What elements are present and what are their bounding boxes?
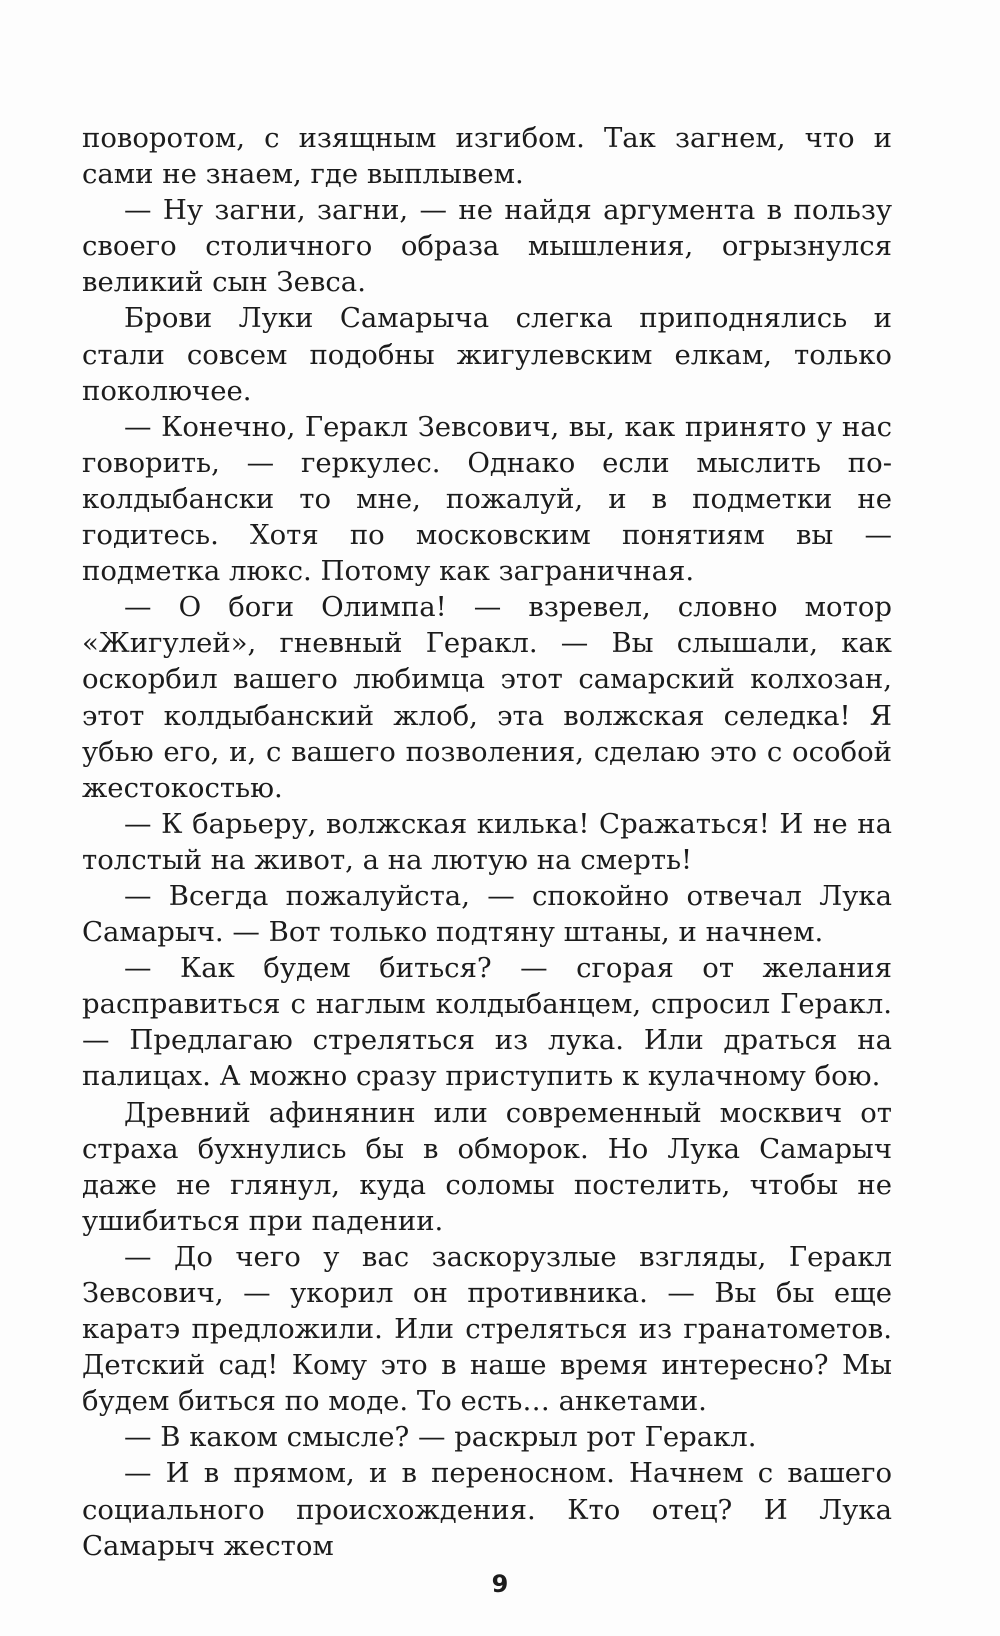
paragraph: — Ну загни, загни, — не найдя аргумента в пользу своего столичного образа мышления, огрызнулся великий сын Зевса. (82, 194, 892, 299)
paragraph: Древний афинянин или современный москвич от страха бухнулись бы в обморок. Но Лука Самарыч даже не глянул, куда соломы постелить, чтобы не ушибиться при падении. (82, 1096, 892, 1237)
body-text (82, 120, 892, 1564)
page-number: 9 (491, 1570, 509, 1598)
paragraph: Брови Луки Самарыча слегка приподнялись и стали совсем подобны жигулевским елкам, только поколючее. (82, 302, 892, 407)
paragraph: — Всегда пожалуйста, — спокойно отвечал Лука Самарыч. — Вот только подтяну штаны, и начнем. (82, 879, 892, 949)
paragraph: поворотом, с изящным изгибом. Так загнем, что и сами не знаем, где выплывем. (82, 122, 892, 191)
paragraph: — До чего у вас заскорузлые взгляды, Геракл Зевсович, — укорил он противника. — Вы бы еще каратэ предложили. Или стреляться из гранатометов. Детский сад! Кому это в наше время интересно? Мы будем биться по моде. То есть… анкетами. (82, 1240, 892, 1418)
paragraph: — Конечно, Геракл Зевсович, вы, как принято у нас говорить, — геркулес. Однако если мыслить по-колдыбански то мне, пожалуй, и в подметки не годитесь. Хотя по московским понятиям вы — подметка люкс. Потому как заграничная. (82, 410, 892, 588)
paragraph: — К барьеру, волжская килька! Сражаться! И не на толстый на живот, а на лютую на смерть! (82, 807, 892, 876)
paragraph: — О боги Олимпа! — взревел, словно мотор «Жигулей», гневный Геракл. — Вы слышали, как оскорбил вашего любимца этот самарский колхозан, этот колдыбанский жлоб, эта волжская селедка! Я убью его, и, с вашего позволения, сделаю это с особой жестокостью. (82, 591, 892, 804)
paragraph: — Как будем биться? — сгорая от желания расправиться с наглым колдыбанцем, спросил Геракл. — Предлагаю стреляться из лука. Или драться на палицах. А можно сразу приступить к кулачному бою. (82, 952, 892, 1093)
paragraph: — И в прямом, и в переносном. Начнем с вашего социального происхождения. Кто отец? И Лука Самарыч жестом (82, 1457, 892, 1562)
paragraph: — В каком смысле? — раскрыл рот Геракл. (124, 1421, 757, 1454)
